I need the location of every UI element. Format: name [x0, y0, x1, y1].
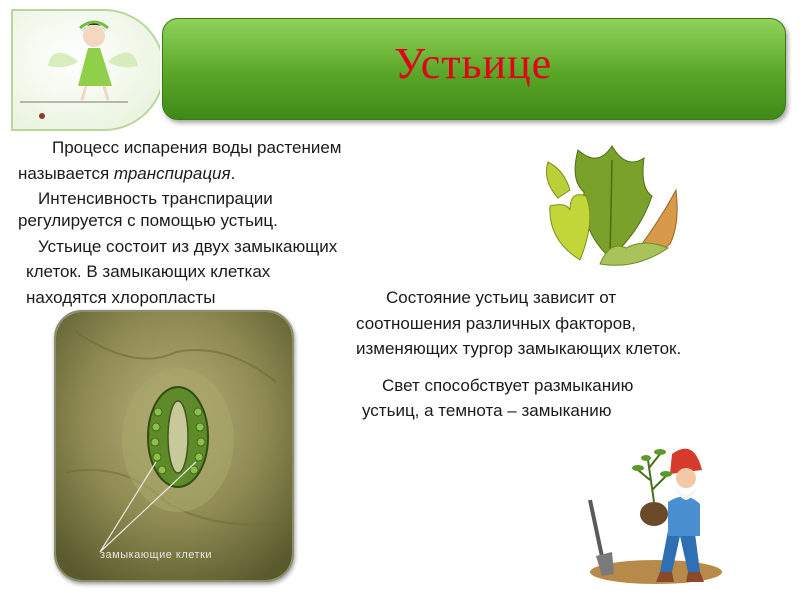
paragraph-structure-line3: находятся хлоропласты: [26, 288, 216, 307]
paragraph-turgor-line1: Состояние устьиц зависит от: [386, 288, 617, 307]
paragraph-light-line1: Свет способствует размыканию: [382, 376, 634, 395]
stoma-micrograph: [54, 310, 294, 582]
gnome-planting-icon: [576, 440, 726, 590]
page-title: Устьице: [393, 39, 553, 88]
term-transpiration: транспирация: [113, 164, 231, 183]
paragraph-structure-line2: клеток. В замыкающих клетках: [26, 262, 271, 281]
paragraph-intensity-line1: Интенсивность транспирации: [38, 189, 273, 208]
paragraph-structure-line1: Устьице состоит из двух замыкающих: [38, 237, 338, 256]
paragraph-light-line2: устьиц, а темнота – замыканию: [362, 401, 612, 420]
fairy-badge-icon: [8, 8, 160, 132]
micrograph-label: замыкающие клетки: [100, 549, 213, 561]
leaves-icon: [540, 140, 680, 270]
paragraph-turgor-line3: изменяющих тургор замыкающих клеток.: [356, 339, 682, 358]
paragraph-transpiration-line1: Процесс испарения воды растением: [52, 138, 342, 157]
paragraph-turgor-line2: соотношения различных факторов,: [356, 314, 636, 333]
paragraph-transpiration-line2: называется транспирация.: [18, 164, 236, 183]
paragraph-intensity-line2: регулируется с помощью устьиц.: [18, 211, 278, 230]
